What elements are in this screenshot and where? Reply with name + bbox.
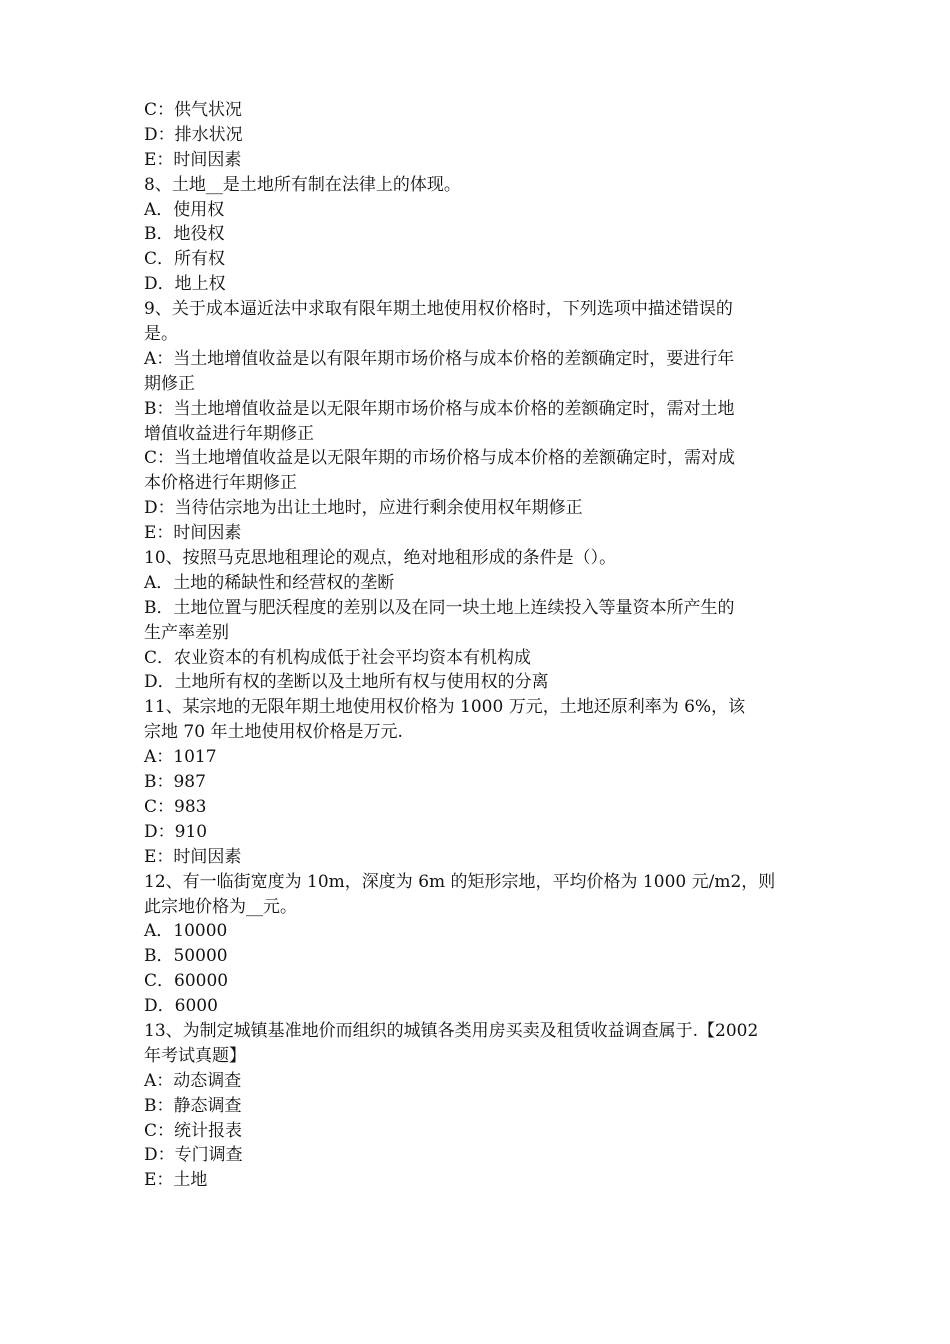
option-line: C：当土地增值收益是以无限年期的市场价格与成本价格的差额确定时，需对成 bbox=[144, 448, 736, 469]
question-line: 是。 bbox=[144, 324, 178, 345]
option-line: B：987 bbox=[144, 772, 206, 793]
option-line: D：当待估宗地为出让土地时，应进行剩余使用权年期修正 bbox=[144, 498, 583, 519]
option-line: C：统计报表 bbox=[144, 1120, 243, 1141]
question-line: 13、为制定城镇基准地价而组织的城镇各类用房买卖及租赁收益调查属于.【2002 bbox=[144, 1020, 759, 1041]
option-line: B．地役权 bbox=[144, 224, 225, 245]
option-line: A．10000 bbox=[144, 921, 228, 942]
option-line: D．地上权 bbox=[144, 274, 226, 295]
option-line: A．土地的稀缺性和经营权的垄断 bbox=[144, 572, 395, 593]
question-line: 9、关于成本逼近法中求取有限年期土地使用权价格时，下列选项中描述错误的 bbox=[144, 299, 733, 320]
option-line: E：土地 bbox=[144, 1170, 208, 1191]
option-line: C．60000 bbox=[144, 971, 229, 992]
option-line: 增值收益进行年期修正 bbox=[144, 423, 314, 444]
option-line: A：动态调查 bbox=[144, 1070, 242, 1091]
question-line: 11、某宗地的无限年期土地使用权价格为 1000 万元，土地还原利率为 6%，该 bbox=[144, 697, 746, 718]
question-line: 此宗地价格为__元。 bbox=[144, 896, 297, 917]
question-line: 12、有一临街宽度为 10m，深度为 6m 的矩形宗地，平均价格为 1000 元/m2，则 bbox=[144, 871, 776, 892]
question-line: 宗地 70 年土地使用权价格是万元. bbox=[144, 722, 403, 743]
option-line: 期修正 bbox=[144, 373, 195, 394]
question-line: 10、按照马克思地租理论的观点，绝对地租形成的条件是（）。 bbox=[144, 548, 617, 569]
option-line: B．50000 bbox=[144, 946, 228, 967]
option-line: 生产率差别 bbox=[144, 622, 229, 643]
option-line: C：983 bbox=[144, 796, 207, 817]
option-line: E：时间因素 bbox=[144, 523, 242, 544]
question-line: 8、土地__是土地所有制在法律上的体现。 bbox=[144, 174, 461, 195]
option-line: D：专门调查 bbox=[144, 1145, 243, 1166]
option-line: B．土地位置与肥沃程度的差别以及在同一块土地上连续投入等量资本所产生的 bbox=[144, 597, 735, 618]
option-line: A：当土地增值收益是以有限年期市场价格与成本价格的差额确定时，要进行年 bbox=[144, 348, 735, 369]
option-line: C．农业资本的有机构成低于社会平均资本有机构成 bbox=[144, 647, 532, 668]
option-line: E：时间因素 bbox=[144, 846, 242, 867]
document-body bbox=[144, 98, 814, 1193]
option-line: D．土地所有权的垄断以及土地所有权与使用权的分离 bbox=[144, 672, 549, 693]
option-line: E：时间因素 bbox=[144, 149, 242, 170]
option-line: A．使用权 bbox=[144, 199, 225, 220]
option-line: B：静态调查 bbox=[144, 1095, 242, 1116]
option-line: D：排水状况 bbox=[144, 124, 243, 145]
option-line: D：910 bbox=[144, 821, 208, 842]
option-line: 本价格进行年期修正 bbox=[144, 473, 297, 494]
option-line: B：当土地增值收益是以无限年期市场价格与成本价格的差额确定时，需对土地 bbox=[144, 398, 735, 419]
option-line: A：1017 bbox=[144, 747, 217, 768]
option-line: D．6000 bbox=[144, 996, 218, 1017]
question-line: 年考试真题】 bbox=[144, 1045, 246, 1066]
option-line: C．所有权 bbox=[144, 249, 226, 270]
option-line: C：供气状况 bbox=[144, 100, 243, 120]
